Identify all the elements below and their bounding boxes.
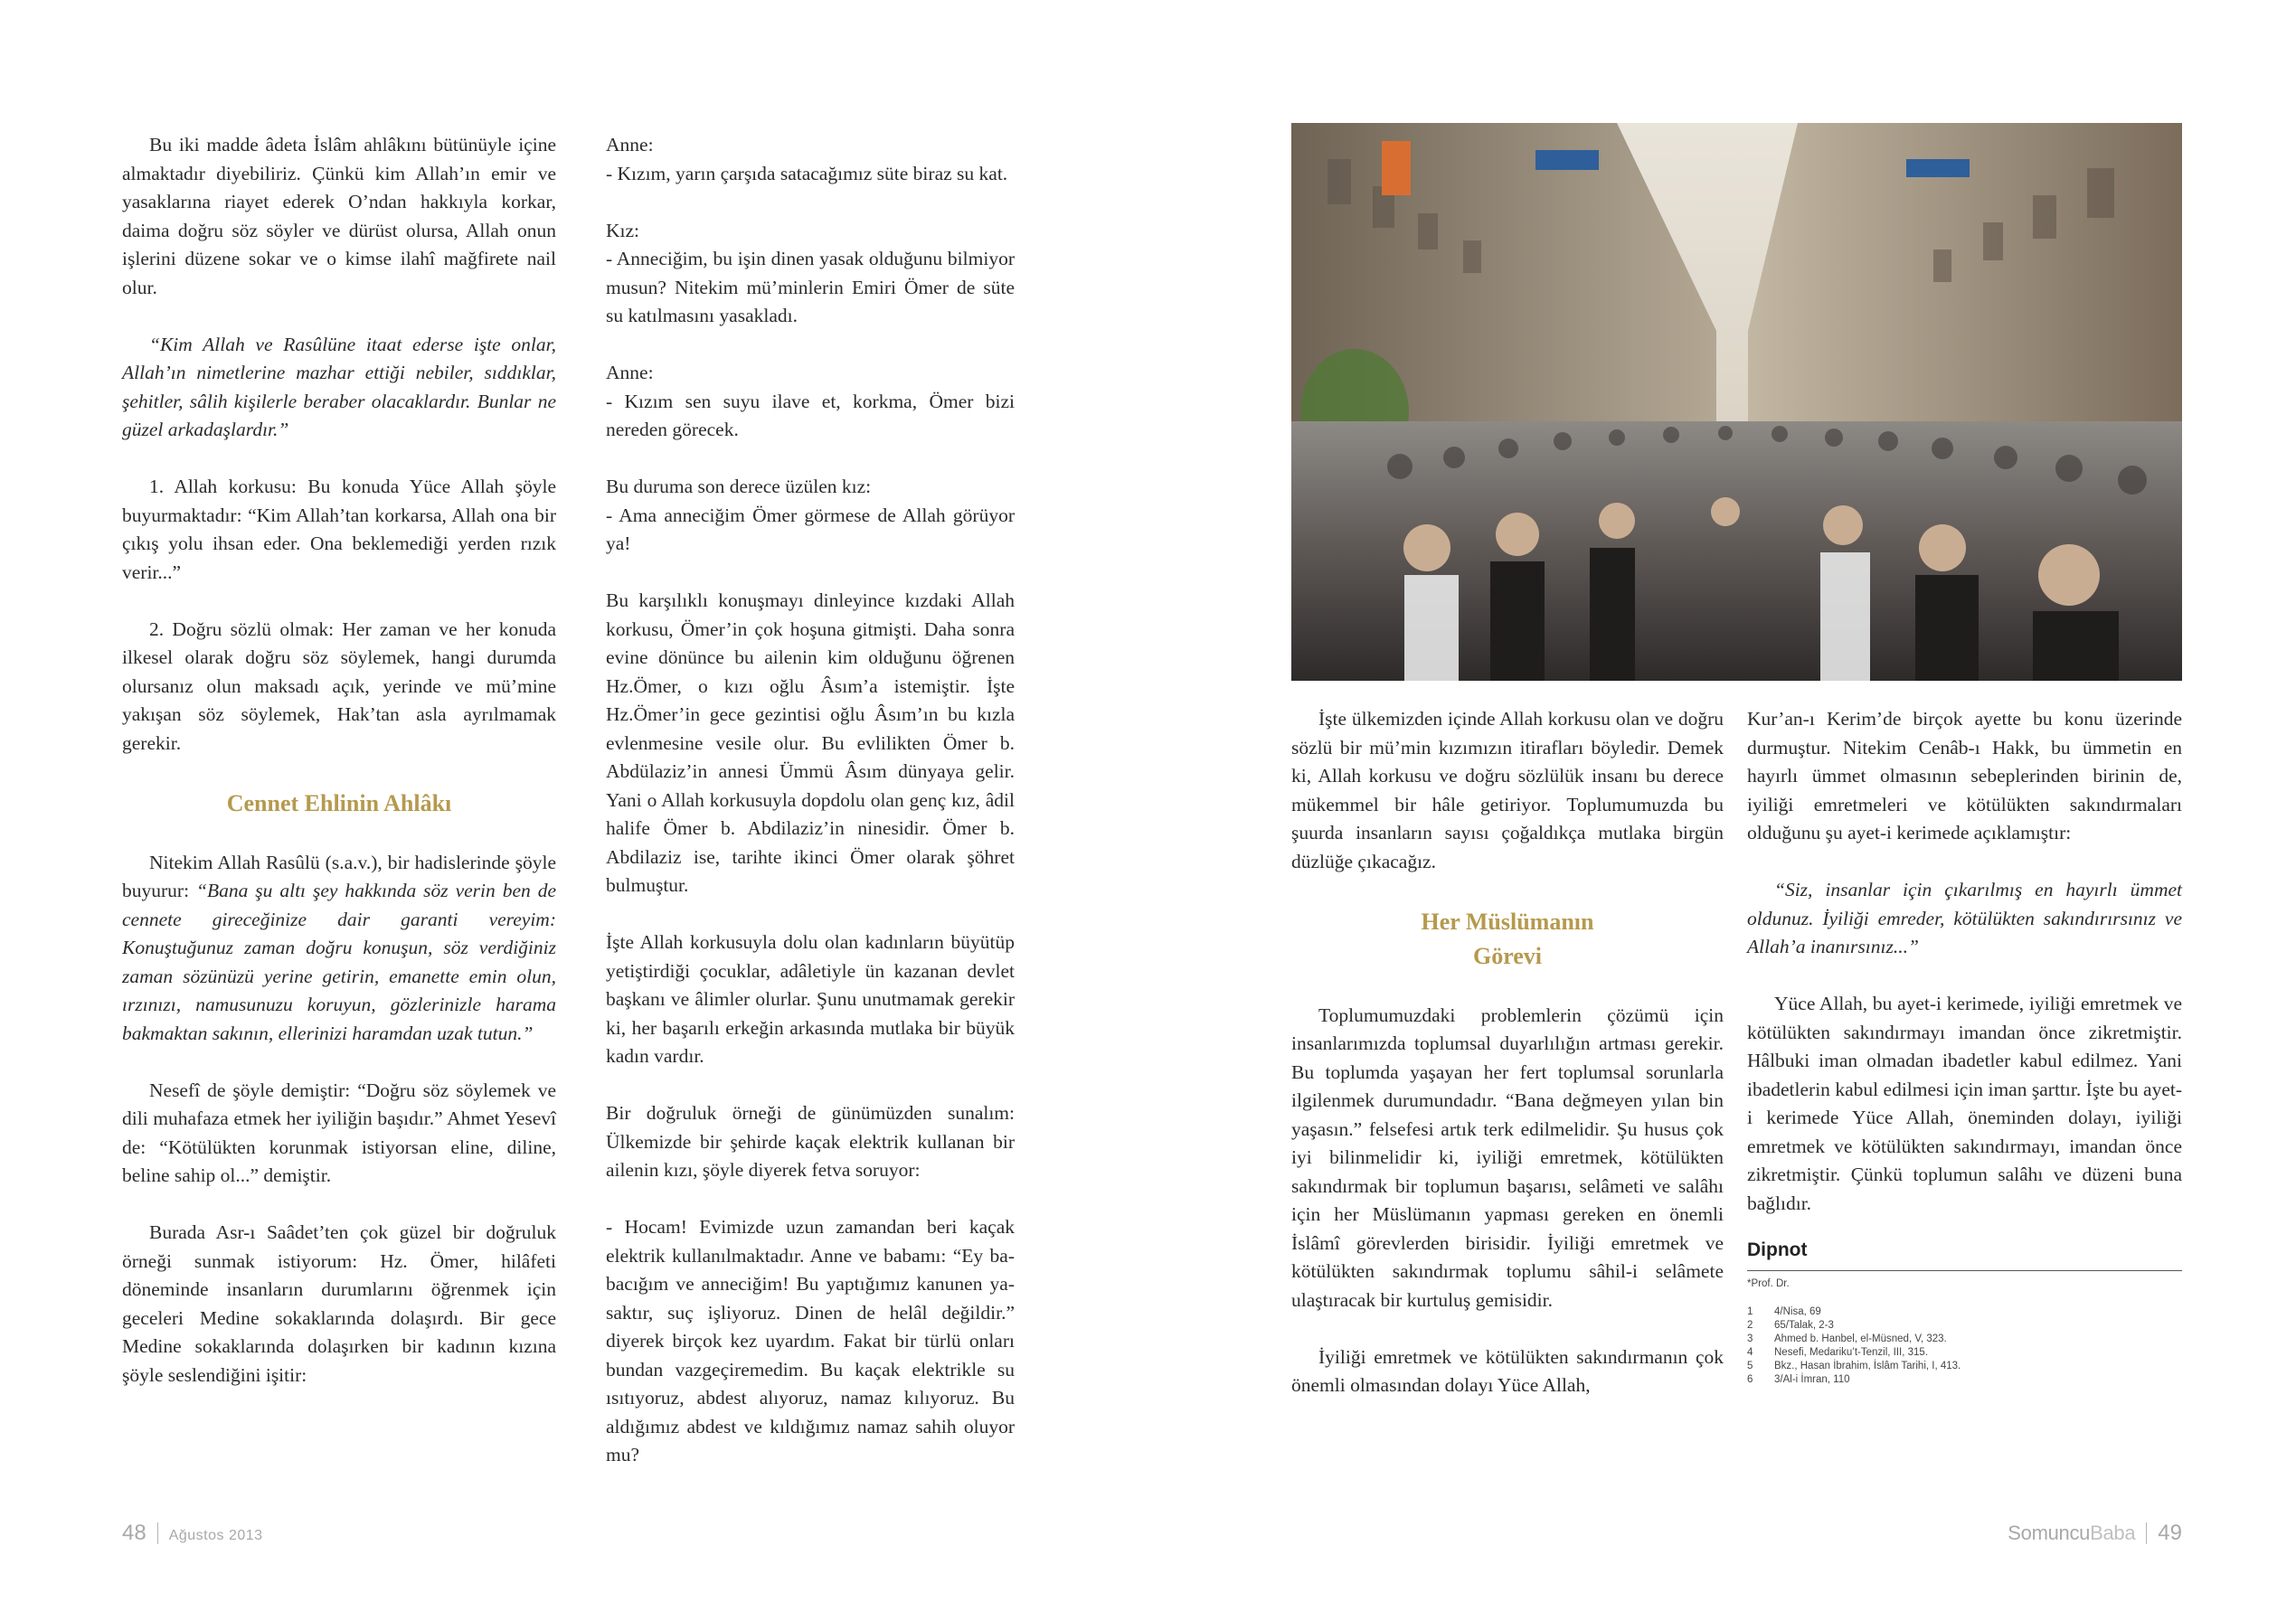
footnote-number: 5 <box>1747 1360 1753 1371</box>
footnote-number: 1 <box>1747 1305 1753 1317</box>
footnote-text: Ahmed b. Hanbel, el-Müsned, V, 323. <box>1774 1333 1947 1344</box>
paragraph: Toplumumuzdaki problemlerin çözümü için insanlarımızda toplumsal duyarlılığın artması gerekir. Bu toplumda yaşayan her fert toplumsal sorunlarla ilgilenmek durumundadır. “Bana değmeyen yılan bin yaşasın.” felsefesi artık terk edilmelidir. Şu husus çok iyi bilinmelidir ki, iyiliği emretmek, kötülükten sakındırmak bir toplumun başarısı, selâmeti ve salâhı için her Müslümanın yapması gereken en önemli İslâmî görevlerden birisidir. İyiliği emretmek ve kötülükten sakındırmak toplumu sâhil-i selâmete ulaştıracak bir kurtuluş gemisidir. <box>1291 1004 1724 1311</box>
footnote-text: 3/Al-i İmran, 110 <box>1774 1373 1850 1385</box>
footnote-number: 2 <box>1747 1319 1753 1331</box>
footnotes-list <box>1747 1305 2182 1387</box>
left-column-2 <box>606 131 1015 1470</box>
issue-date: Ağustos 2013 <box>168 1528 263 1543</box>
paragraph: Yüce Allah, bu ayet-i kerimede, iyiliği emretmek ve kötülükten sakındırmayı imandan önce zikretmiştir. Hâlbuki iman olmadan ibadetler kabul edilmez. Yani ibadetlerin kabul edilmesi için iman şarttır. İşte bu ayet-i kerimede Yüce Allah, öneminden dolayı, iyiliği emretmek ve kötülükten sakındırmayı, imandan önce zikretmiştir. Çünkü toplumun salâhı ve düzeni buna bağlıdır. <box>1747 993 2182 1214</box>
right-column-1 <box>1291 705 1724 1400</box>
paragraph: Burada Asr-ı Saâdet’ten çok güzel bir doğruluk örneği sunmak istiyorum: Hz. Ömer, hilâfeti döneminde insanların durumlarını öğrenmek için geceleri Medine sokaklarında dolaşırdı. Bir gece Medine sokaklarında dolaşırken bir kadının kızına şöyle seslendiğini işitir: <box>122 1221 556 1386</box>
paragraph: Nesefî de şöyle demiştir: “Doğru söz söylemek ve dili muhafaza etmek her iyiliğin başıdır.” Ahmet Yesevî de: “Kötülükten korunmak istiyorsan eline, diline, beline sahip ol...” demiştir. <box>122 1079 556 1186</box>
footnote-item <box>1747 1319 2182 1333</box>
page-number: 49 <box>2158 1521 2182 1545</box>
magazine-name: SomuncuBaba <box>2008 1522 2136 1544</box>
dialogue: Anne: - Kızım, yarın çarşıda satacağımız süte biraz su kat. <box>606 134 1008 184</box>
dialogue: Bu duruma son derece üzülen kız: - Ama anneciğim Ömer görmese de Allah görüyor ya! <box>606 476 1015 554</box>
dialogue: Kız: - Anneciğim, bu işin dinen yasak olduğunu bilmiyor musun? Nitekim mü’minlerin Emiri Ömer de süte su katılmasını yasakladı. <box>606 219 1015 326</box>
footnote-item <box>1747 1346 2182 1360</box>
section-heading: Her Müslümanın Görevi <box>1421 908 1594 969</box>
dialogue: Anne: - Kızım sen suyu ilave et, korkma, Ömer bizi nereden görecek. <box>606 362 1015 440</box>
quote-paragraph: “Kim Allah ve Rasûlüne itaat ederse işte onlar, Allah’ın nimetlerine mazhar ettiği nebiler, sıddıklar, şehitler, sâlih kişilerle beraber olacaklardır. Bunlar ne güzel arkadaşlardır.” <box>122 333 556 440</box>
footnote-item <box>1747 1305 2182 1319</box>
footnote-item <box>1747 1333 2182 1346</box>
paragraph: İşte Allah korkusuyla dolu olan kadınların büyütüp yetiştirdiği çocuklar, adâletiyle ün kazanan devlet başkanı ve âlimler olurlar. Şunu unutmamak gerekir ki, her başarılı erkeğin arkasında mutlaka bir büyük kadın vardır. <box>606 931 1015 1067</box>
footnote-text: Nesefi, Medariku’t-Tenzil, III, 315. <box>1774 1346 1929 1358</box>
paragraph: İşte ülkemizden içinde Allah korkusu olan ve doğru sözlü bir mü’min kızımızın itirafları böyledir. Demek ki, Allah korkusu ve doğru sözlülük insanı bu derece mükemmel bir hâle getiriyor. Toplumumuzda bu şuurda insanların sayısı çoğaldıkça mutlaka birgün düzlüğe çıkacağız. <box>1291 708 1724 872</box>
footnotes-divider <box>1747 1270 2182 1271</box>
paragraph: Nitekim Allah Rasûlü (s.a.v.), bir hadislerinde şöyle buyurur: “Bana şu altı şey hakkında söz verin ben de cennete gireceğinize dair garanti vereyim: Konuştuğunuz zaman doğru konuşun, söz verdiğiniz zaman sözünüzü yerine getirin, emanette emin olun, ırzınızı, namusunuzu koruyun, gözlerinizle harama bakmaktan sakının, ellerinizi haramdan uzak tutun.” <box>122 851 556 1044</box>
footnotes-title: Dipnot <box>1747 1239 1808 1260</box>
street-crowd-photo <box>1291 123 2182 681</box>
left-page-footer <box>122 1521 263 1546</box>
footnote-text: 65/Talak, 2-3 <box>1774 1319 1834 1331</box>
author-note: *Prof. Dr. <box>1747 1277 1790 1289</box>
paragraph: - Hocam! Evimizde uzun zamandan beri kaçak elektrik kullanılmaktadır. Anne ve babamı: “Ey babacığım ve anneciğim! Bu yaptığımız kanunen yasaktır, suç işliyoruz. Dinen de helâl değildir.” diyerek birçok kez uyardım. Fakat bir türlü onları bundan vazgeçiremedim. Bu kaçak elektrikle su ısıtıyoruz, abdest alıyoruz, namaz kılıyoruz. Bu aldığımız abdest ve kıldığımız namaz sahih oluyor mu? <box>606 1216 1015 1465</box>
left-column-1 <box>122 131 556 1390</box>
section-heading: Cennet Ehlinin Ahlâkı <box>226 789 452 816</box>
footnote-number: 3 <box>1747 1333 1753 1344</box>
right-column-2 <box>1747 705 2182 1387</box>
paragraph: İyiliği emretmek ve kötülükten sakındırmanın çok önemli olmasından dolayı Yüce Allah, <box>1291 1345 1724 1396</box>
footnote-item <box>1747 1360 2182 1373</box>
paragraph: Bir doğruluk örneği de günümüzden sunalım: Ülkemizde bir şehirde kaçak elektrik kullanan bir ailenin kızı, şöyle diyerek fetva soruyor: <box>606 1102 1015 1181</box>
footnote-text: Bkz., Hasan İbrahim, İslâm Tarihi, I, 413. <box>1774 1360 1961 1371</box>
quote-paragraph: “Siz, insanlar için çıkarılmış en hayırlı ümmet oldunuz. İyiliği emreder, kötülükten sakındırırsınız ve Allah’a inanırsınız...” <box>1747 879 2182 957</box>
footnote-number: 6 <box>1747 1373 1753 1385</box>
right-page-footer <box>2008 1521 2182 1546</box>
paragraph: Bu iki madde âdeta İslâm ahlâkını bütünüyle içine almaktadır diyebiliriz. Çünkü kim Allah’ın emir ve yasaklarına riayet ederek O’ndan hakkıyla korkar, daima doğru söz söyler ve dürüst olursa, Allah onun işlerini düzene sokar ve o kimse ilahî mağfirete nail olur. <box>122 134 556 298</box>
footer-divider <box>2146 1522 2147 1544</box>
footnote-number: 4 <box>1747 1346 1753 1358</box>
footer-divider <box>157 1522 158 1544</box>
paragraph: 1. Allah korkusu: Bu konuda Yüce Allah şöyle buyurmaktadır: “Kim Allah’tan korkarsa, Allah ona bir çıkış yolu ihsan eder. Ona beklemediği yerden rızık verir...” <box>122 476 556 583</box>
footnote-text: 4/Nisa, 69 <box>1774 1305 1821 1317</box>
paragraph: Bu karşılıklı konuşmayı dinleyince kızdaki Allah korkusu, Ömer’in çok hoşuna gitmişti. Daha sonra evine dönünce bu ailenin kim olduğunu öğrenen Hz.Ömer, o kızı oğlu Âsım’a istemiştir. İşte Hz.Ömer’in gece gezintisi oğlu Âsım’ın bu kızla evlenmesine vesile olur. Bu evlilikten Ömer b. Abdülaziz’in annesi Ümmü Âsım dünyaya gelir. Yani o Allah korkusuyla dopdolu olan genç kız, âdil halife Ömer b. Abdilaziz’in ninesidir. Ömer b. Abdilaziz ise, tarihte ikinci Ömer olarak şöhret bulmuştur. <box>606 589 1015 896</box>
paragraph: Kur’an-ı Kerim’de birçok ayette bu konu üzerinde durmuştur. Nitekim Cenâb-ı Hakk, bu ümmetin en hayırlı ümmet olmasının sebeplerinden birinin de, iyiliği emretmeleri ve kötülükten sakındırmaları olduğunu şu ayet-i kerimede açıklamıştır: <box>1747 708 2182 843</box>
footnote-item <box>1747 1373 2182 1387</box>
paragraph: 2. Doğru sözlü olmak: Her zaman ve her konuda ilkesel olarak doğru söz söylemek, hangi durumda olursanız olun maksadı açık, yerinde ve mü’mine yakışan söz söylemek, Hak’tan asla ayrılmamak gerekir. <box>122 617 556 754</box>
page-number: 48 <box>122 1521 146 1545</box>
